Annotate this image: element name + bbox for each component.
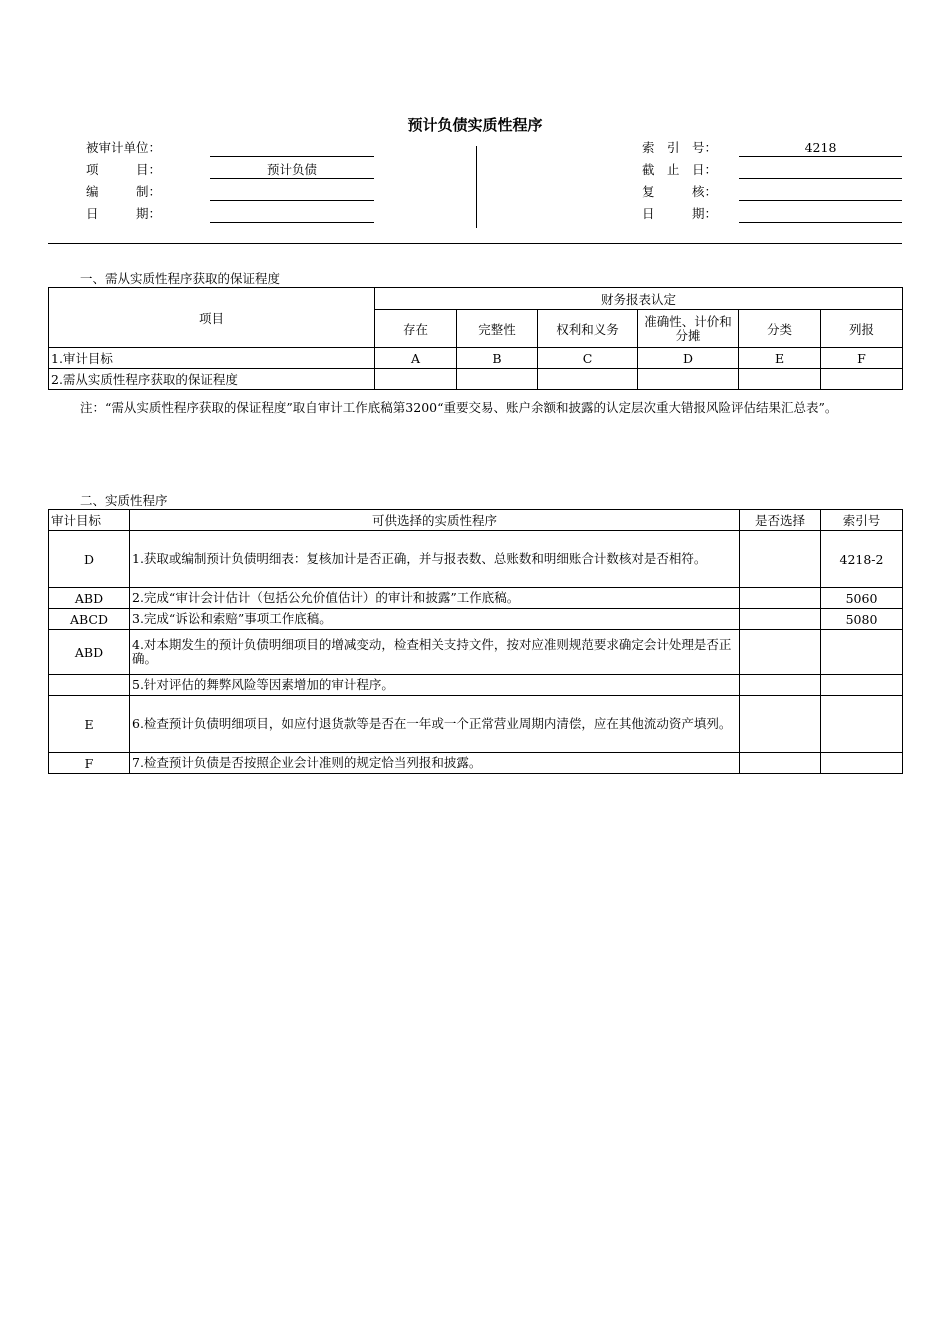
assertion-col-completeness: 完整性 bbox=[457, 310, 538, 348]
header-rule bbox=[48, 243, 902, 244]
selected-cell[interactable] bbox=[740, 696, 821, 753]
selected-cell[interactable] bbox=[740, 753, 821, 774]
procedure-text: 7.检查预计负债是否按照企业会计准则的规定恰当列报和披露。 bbox=[130, 753, 740, 774]
table-row bbox=[49, 675, 903, 696]
cell[interactable] bbox=[821, 369, 903, 390]
selected-cell[interactable] bbox=[740, 609, 821, 630]
preparer-label: 编 制： bbox=[86, 184, 162, 199]
procedures-table bbox=[48, 509, 903, 774]
index-cell[interactable]: 4218-2 bbox=[821, 531, 903, 588]
selected-cell[interactable] bbox=[740, 588, 821, 609]
cell[interactable]: D bbox=[638, 348, 739, 369]
procedure-text: 3.完成“诉讼和索赔”事项工作底稿。 bbox=[130, 609, 740, 630]
audit-target: E bbox=[49, 696, 130, 753]
cell[interactable] bbox=[375, 369, 457, 390]
procedure-text: 2.完成“审计会计估计（包括公允价值估计）的审计和披露”工作底稿。 bbox=[130, 588, 740, 609]
audit-target bbox=[49, 675, 130, 696]
col-header-index: 索引号 bbox=[821, 510, 903, 531]
cell[interactable]: B bbox=[457, 348, 538, 369]
audit-target: D bbox=[49, 531, 130, 588]
project-label: 项 目： bbox=[86, 162, 162, 177]
review-date-field[interactable] bbox=[739, 206, 902, 223]
procedure-text: 4.对本期发生的预计负债明细项目的增减变动，检查相关支持文件，按对应准则规范要求确定会计处理是否正确。 bbox=[130, 630, 740, 675]
row-label: 2.需从实质性程序获取的保证程度 bbox=[49, 369, 375, 390]
selected-cell[interactable] bbox=[740, 630, 821, 675]
table-row bbox=[49, 696, 903, 753]
col-header-selected: 是否选择 bbox=[740, 510, 821, 531]
index-no-field[interactable]: 4218 bbox=[739, 140, 902, 157]
section1-title: 一、需从实质性程序获取的保证程度 bbox=[80, 271, 281, 286]
table-row bbox=[49, 369, 903, 390]
col-header-target: 审计目标 bbox=[49, 510, 130, 531]
row-label: 1.审计目标 bbox=[49, 348, 375, 369]
cell[interactable]: F bbox=[821, 348, 903, 369]
cell[interactable]: A bbox=[375, 348, 457, 369]
index-cell[interactable] bbox=[821, 675, 903, 696]
col-header-procedure: 可供选择的实质性程序 bbox=[130, 510, 740, 531]
auditee-label: 被审计单位： bbox=[86, 140, 162, 155]
cell[interactable] bbox=[457, 369, 538, 390]
assertion-col-valuation: 准确性、计价和分摊 bbox=[638, 310, 739, 348]
audit-target: ABD bbox=[49, 588, 130, 609]
index-cell[interactable] bbox=[821, 753, 903, 774]
cell[interactable] bbox=[739, 369, 821, 390]
fs-assertion-header: 财务报表认定 bbox=[375, 288, 903, 310]
header-divider bbox=[476, 146, 477, 228]
table-row bbox=[49, 609, 903, 630]
table-row bbox=[49, 753, 903, 774]
index-cell[interactable] bbox=[821, 696, 903, 753]
cutoff-date-label: 截 止 日： bbox=[642, 162, 718, 177]
review-date-label: 日 期： bbox=[642, 206, 718, 221]
assertion-col-existence: 存在 bbox=[375, 310, 457, 348]
cell[interactable] bbox=[638, 369, 739, 390]
cell[interactable]: C bbox=[538, 348, 638, 369]
selected-cell[interactable] bbox=[740, 531, 821, 588]
preparer-field[interactable] bbox=[210, 184, 374, 201]
project-field[interactable]: 预计负债 bbox=[210, 162, 374, 179]
prepare-date-label: 日 期： bbox=[86, 206, 162, 221]
assurance-table bbox=[48, 287, 903, 390]
procedure-text: 1.获取或编制预计负债明细表：复核加计是否正确，并与报表数、总账数和明细账合计数核对是否相符。 bbox=[130, 531, 740, 588]
table-row bbox=[49, 630, 903, 675]
reviewer-label: 复 核： bbox=[642, 184, 718, 199]
selected-cell[interactable] bbox=[740, 675, 821, 696]
table-row bbox=[49, 531, 903, 588]
table-row bbox=[49, 588, 903, 609]
audit-target: F bbox=[49, 753, 130, 774]
index-cell[interactable]: 5060 bbox=[821, 588, 903, 609]
item-header: 项目 bbox=[49, 288, 375, 348]
index-no-label: 索 引 号： bbox=[642, 140, 718, 155]
audit-target: ABCD bbox=[49, 609, 130, 630]
section2-title: 二、实质性程序 bbox=[80, 493, 168, 508]
index-cell[interactable]: 5080 bbox=[821, 609, 903, 630]
prepare-date-field[interactable] bbox=[210, 206, 374, 223]
assertion-col-rights: 权利和义务 bbox=[538, 310, 638, 348]
cell[interactable] bbox=[538, 369, 638, 390]
index-cell[interactable] bbox=[821, 630, 903, 675]
procedure-text: 6.检查预计负债明细项目，如应付退货款等是否在一年或一个正常营业周期内清偿，应在其他流动资产填列。 bbox=[130, 696, 740, 753]
assurance-note: 注：“需从实质性程序获取的保证程度”取自审计工作底稿第3200“重要交易、账户余额和披露的认定层次重大错报风险评估结果汇总表”。 bbox=[80, 400, 838, 415]
cutoff-date-field[interactable] bbox=[739, 162, 902, 179]
reviewer-field[interactable] bbox=[739, 184, 902, 201]
assertion-col-presentation: 列报 bbox=[821, 310, 903, 348]
auditee-field[interactable] bbox=[210, 140, 374, 157]
table-row bbox=[49, 348, 903, 369]
audit-target: ABD bbox=[49, 630, 130, 675]
page-title: 预计负债实质性程序 bbox=[407, 116, 543, 134]
procedure-text: 5.针对评估的舞弊风险等因素增加的审计程序。 bbox=[130, 675, 740, 696]
cell[interactable]: E bbox=[739, 348, 821, 369]
assertion-col-classification: 分类 bbox=[739, 310, 821, 348]
